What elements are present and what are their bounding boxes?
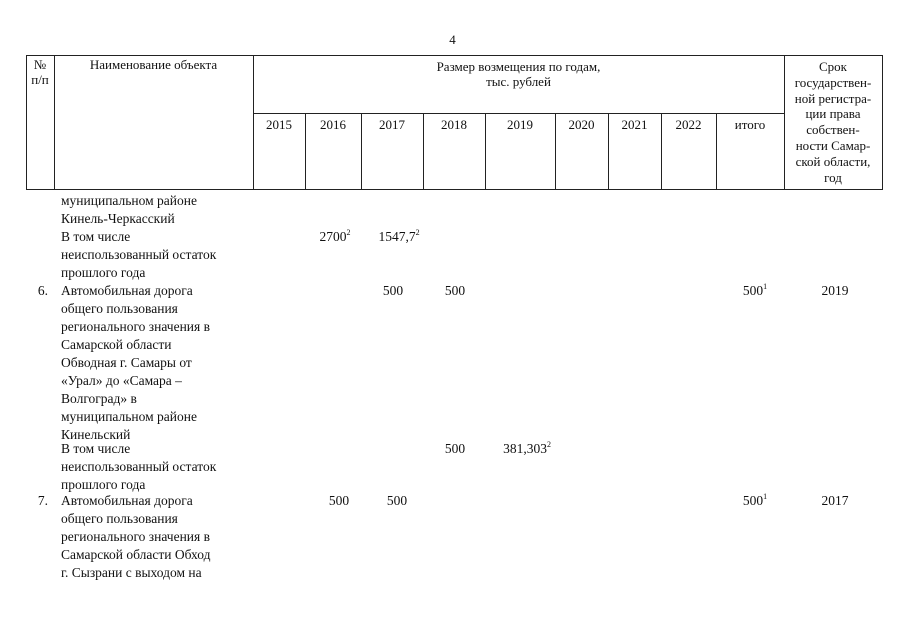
sub-label-line: В том числе bbox=[61, 229, 131, 244]
sub-label-line: В том числе bbox=[61, 441, 131, 456]
row-number: 6. bbox=[37, 283, 48, 298]
row-name-line: Самарской области bbox=[61, 337, 172, 352]
col-name-header: Наименование объекта bbox=[89, 57, 218, 72]
row-name-line: регионального значения в bbox=[61, 319, 210, 334]
value-cell: 500 bbox=[382, 283, 404, 298]
total-header: итого bbox=[734, 117, 766, 132]
table-header bbox=[26, 55, 883, 190]
header-border bbox=[882, 55, 883, 190]
row-number: 7. bbox=[37, 493, 48, 508]
header-bottom-border bbox=[26, 189, 883, 190]
total-cell: $500^1$ bbox=[742, 281, 768, 298]
sub-label-line: неиспользованный остаток bbox=[61, 247, 217, 262]
row-name-line: Кинельский bbox=[61, 427, 131, 442]
row-name-line: регионального значения в bbox=[61, 529, 210, 544]
year-2016-header: 2016 bbox=[320, 117, 346, 132]
year-2022-header: 2022 bbox=[675, 117, 702, 132]
page-number: 4 bbox=[449, 32, 456, 47]
row-name-line: общего пользования bbox=[61, 301, 178, 316]
row-name-line: Кинель-Черкасский bbox=[61, 211, 175, 226]
row-name-line: общего пользования bbox=[61, 511, 178, 526]
year-2015-header: 2015 bbox=[266, 117, 292, 132]
row-name-line: Самарской области Обход bbox=[61, 547, 211, 562]
sub-label-line: прошлого года bbox=[61, 477, 146, 492]
year-2020-header: 2020 bbox=[568, 117, 595, 132]
col-compensation-header: Размер возмещения по годам, тыс. рублей bbox=[436, 59, 601, 89]
row-name-line: г. Сызрани с выходом на bbox=[61, 565, 202, 580]
row-name-line: Автомобильная дорога bbox=[61, 493, 193, 508]
sub-label-line: неиспользованный остаток bbox=[61, 459, 217, 474]
year-2021-header: 2021 bbox=[621, 117, 648, 132]
col-deadline-header: Срок государствен- ной регистра- ции права собствен- ности Самар- ской области, год bbox=[794, 59, 872, 185]
value-cell: 500 bbox=[386, 493, 408, 508]
deadline-cell: 2019 bbox=[821, 283, 849, 298]
row-name-line: муниципальном районе bbox=[61, 193, 197, 208]
row-name-line: Волгоград» в bbox=[61, 391, 137, 406]
value-cell: 1547,7$^2$ bbox=[378, 227, 420, 244]
value-cell: 381,303$^2$ bbox=[503, 439, 551, 456]
row-name-line: муниципальном районе bbox=[61, 409, 197, 424]
value-cell: 500 bbox=[328, 493, 350, 508]
col-num-header: № п/п bbox=[31, 57, 49, 87]
total-cell: $500^1$ bbox=[742, 491, 768, 508]
sub-label-line: прошлого года bbox=[61, 265, 146, 280]
year-2017-header: 2017 bbox=[379, 117, 405, 132]
row-name-line: «Урал» до «Самара – bbox=[61, 373, 182, 388]
value-cell: 2700$^2$ bbox=[319, 227, 351, 244]
header-years-divider bbox=[253, 113, 784, 114]
year-2019-header: 2019 bbox=[507, 117, 533, 132]
row-name-line: Обводная г. Самары от bbox=[61, 355, 192, 370]
year-2018-header: 2018 bbox=[441, 117, 467, 132]
value-cell: 500 bbox=[444, 283, 466, 298]
deadline-cell: 2017 bbox=[821, 493, 849, 508]
header-top-border bbox=[26, 55, 883, 56]
value-cell: 500 bbox=[444, 441, 466, 456]
header-border bbox=[54, 55, 55, 190]
row-name-line: Автомобильная дорога bbox=[61, 283, 193, 298]
